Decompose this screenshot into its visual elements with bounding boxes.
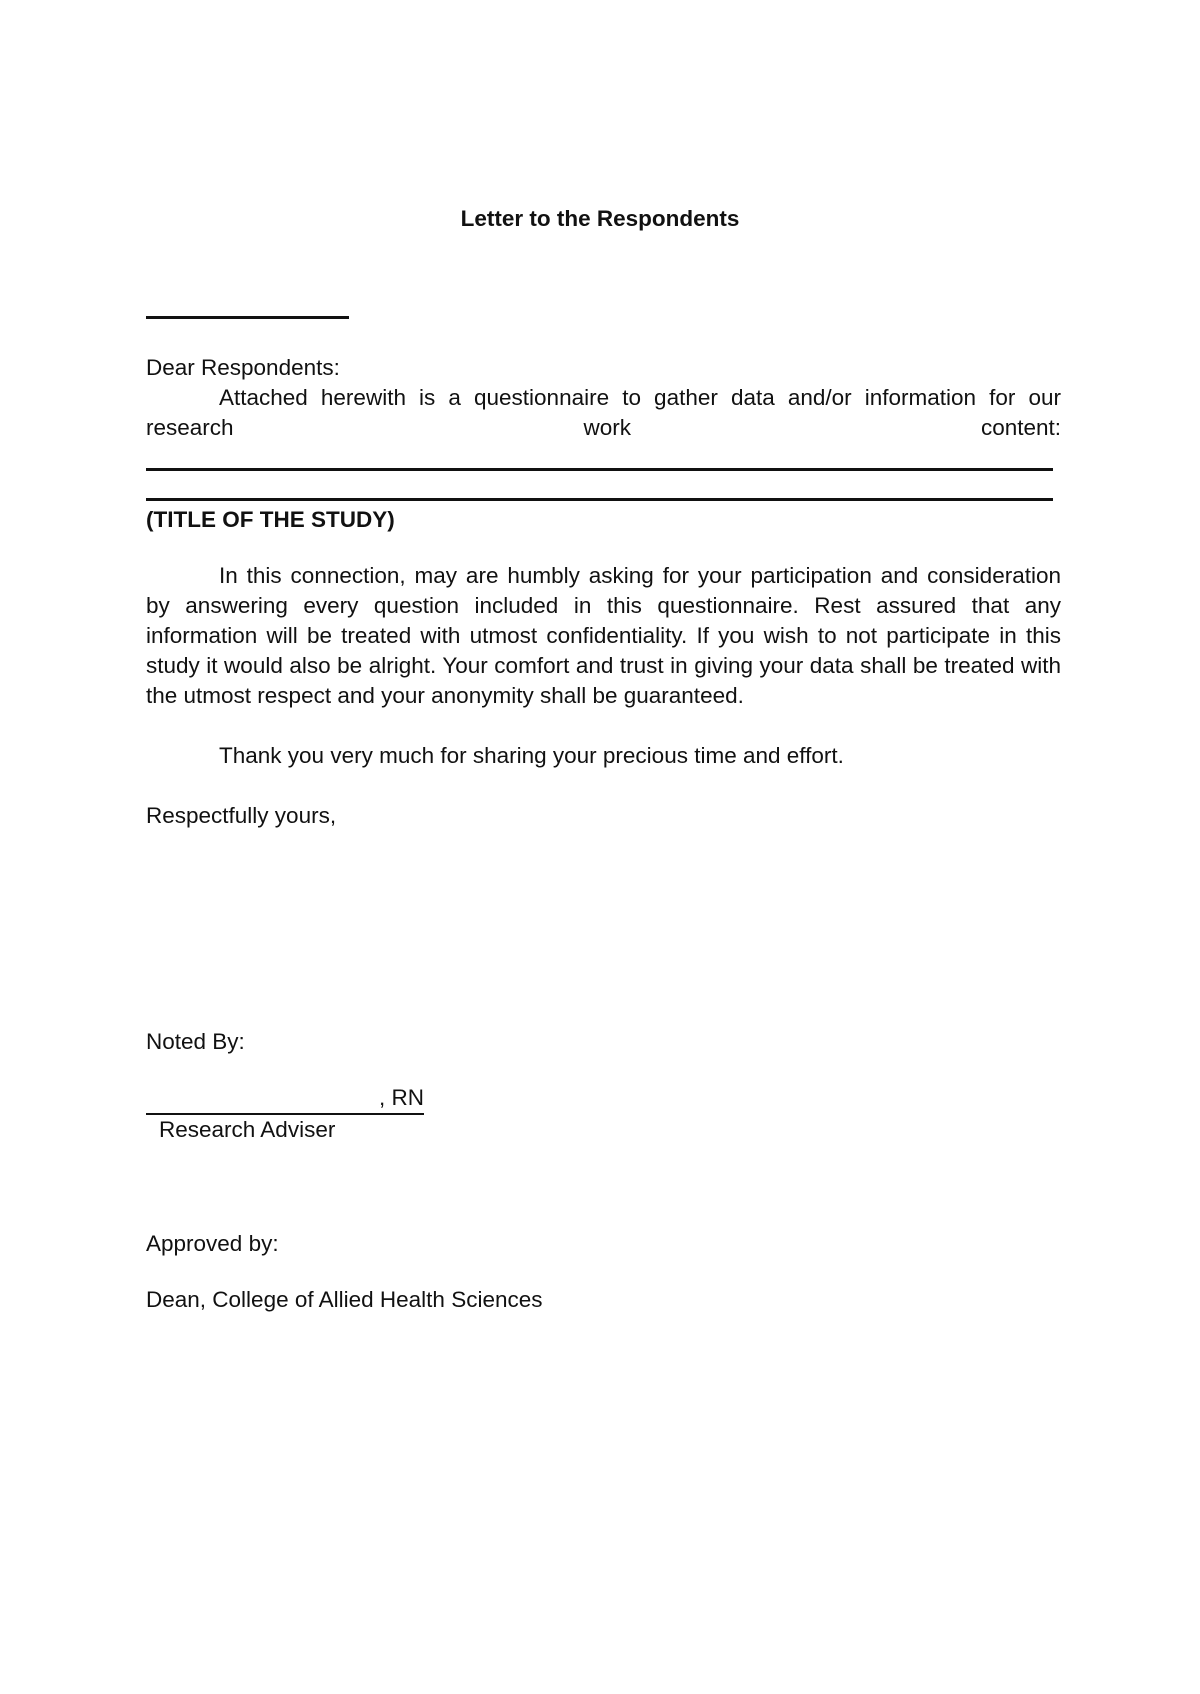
letter-title: Letter to the Respondents: [460, 206, 740, 231]
dean-title: Dean, College of Allied Health Sciences: [146, 1287, 543, 1312]
intro-word-content: content:: [980, 415, 1061, 440]
title-blank-line-2: [146, 498, 1053, 501]
body-paragraph-text: In this connection, may are humbly asking for your participation and consideration by answering every question included in this questionnaire. Rest assured that any information will be treated with utmost confidentiality. If you wish to not participate in this study it would also be alright. Your comfort and trust in giving your data shall be treated with the utmost respect and your anonymity shall be guaranteed.: [146, 563, 1061, 708]
title-blank-line-1: [146, 468, 1053, 471]
adviser-signature-block: [146, 1083, 426, 1145]
thanks-text: Thank you very much for sharing your precious time and effort.: [219, 743, 844, 768]
adviser-role: Research Adviser: [159, 1117, 336, 1142]
adviser-suffix: , RN: [379, 1085, 424, 1110]
adviser-signature-line: [146, 1083, 424, 1115]
date-blank-line: [146, 316, 349, 319]
thanks-line: [146, 741, 1061, 771]
body-paragraph: [146, 561, 1061, 711]
intro-word-work: work: [583, 415, 631, 440]
intro-line-2: [146, 413, 1061, 443]
closing: Respectfully yours,: [146, 803, 337, 828]
intro-word-research: research: [146, 415, 234, 440]
salutation: Dear Respondents:: [146, 355, 340, 380]
noted-by-label: Noted By:: [146, 1029, 245, 1054]
intro-line-1: [146, 383, 1061, 413]
approved-by-label: Approved by:: [146, 1231, 279, 1256]
intro-text: Attached herewith is a questionnaire to gather data and/or information for our: [219, 385, 1061, 410]
study-title: (TITLE OF THE STUDY): [146, 507, 395, 532]
